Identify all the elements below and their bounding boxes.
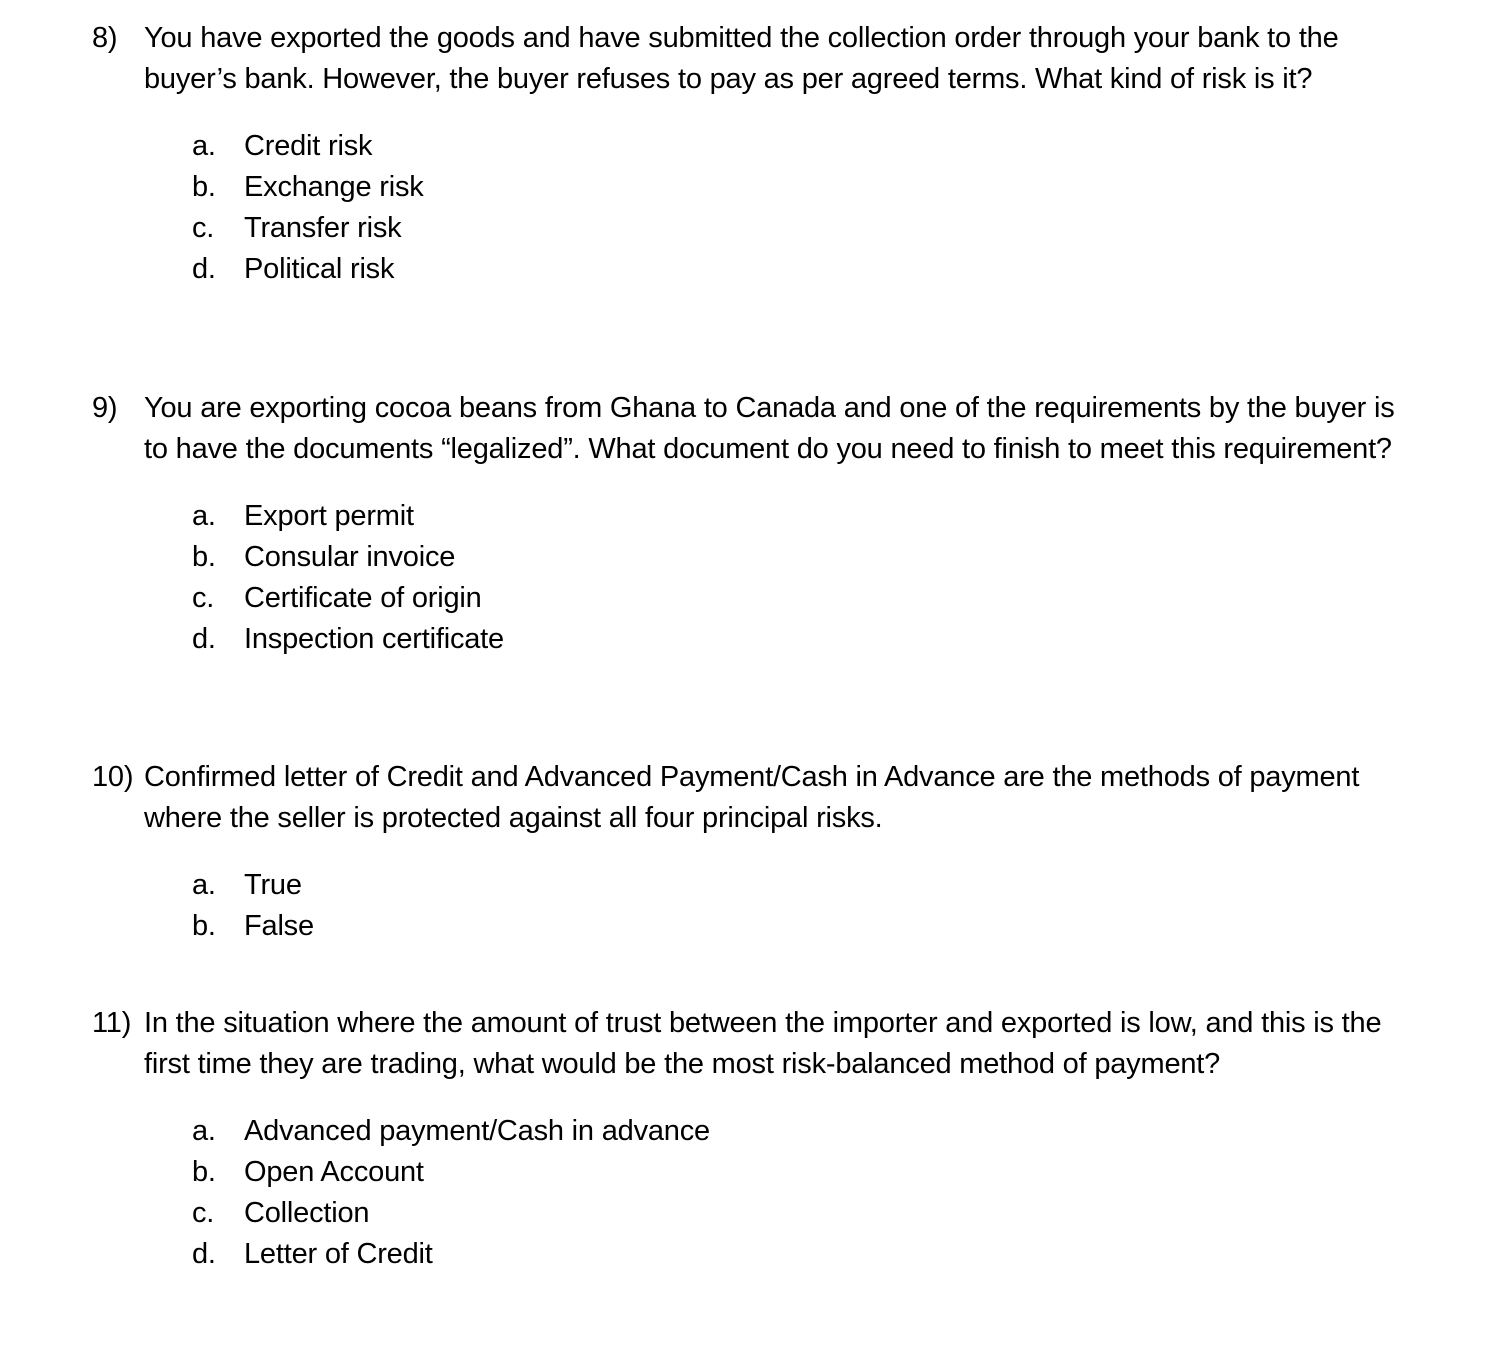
option-text: Consular invoice: [244, 541, 456, 573]
option-text: Advanced payment/Cash in advance: [244, 1115, 710, 1147]
option-letter: d.: [192, 253, 216, 285]
question-text: You have exported the goods and have submitted the collection order through your bank to the buyer’s bank. However, the buyer refuses to pay as per agreed terms. What kind of risk is it?: [144, 22, 1339, 95]
option-letter: b.: [192, 910, 216, 942]
answer-option: [192, 496, 1500, 537]
option-letter: a.: [192, 1115, 216, 1147]
question-text: In the situation where the amount of trust between the importer and exported is low, and this is the first time they are trading, what would be the most risk-balanced method of payment?: [144, 1007, 1382, 1080]
answer-options: [192, 126, 1500, 290]
question-number: 11): [92, 1007, 132, 1039]
answer-options: [192, 1111, 1500, 1275]
answer-option: [192, 906, 1500, 947]
question-number: 10): [92, 761, 134, 793]
answer-options: [192, 496, 1500, 660]
option-text: Exchange risk: [244, 171, 424, 203]
question-10: [92, 757, 1422, 947]
option-text: False: [244, 910, 314, 942]
option-letter: a.: [192, 500, 216, 532]
answer-option: [192, 537, 1500, 578]
question-number: 8): [92, 22, 118, 54]
option-letter: a.: [192, 130, 216, 162]
option-text: Political risk: [244, 253, 395, 285]
option-text: Certificate of origin: [244, 582, 482, 614]
question-number: 9): [92, 392, 118, 424]
option-text: Transfer risk: [244, 212, 402, 244]
option-text: Letter of Credit: [244, 1238, 433, 1270]
option-letter: d.: [192, 1238, 216, 1270]
answer-option: [192, 619, 1500, 660]
option-letter: a.: [192, 869, 216, 901]
option-text: True: [244, 869, 302, 901]
option-text: Open Account: [244, 1156, 424, 1188]
option-letter: c.: [192, 212, 215, 244]
option-text: Export permit: [244, 500, 414, 532]
option-letter: c.: [192, 1197, 215, 1229]
answer-option: [192, 1152, 1500, 1193]
question-9: [92, 388, 1422, 660]
answer-option: [192, 578, 1500, 619]
option-text: Inspection certificate: [244, 623, 504, 655]
answer-option: [192, 1193, 1500, 1234]
option-letter: c.: [192, 582, 215, 614]
answer-option: [192, 865, 1500, 906]
answer-option: [192, 1234, 1500, 1275]
answer-option: [192, 249, 1500, 290]
option-letter: b.: [192, 171, 216, 203]
answer-option: [192, 126, 1500, 167]
answer-option: [192, 167, 1500, 208]
question-text: Confirmed letter of Credit and Advanced Payment/Cash in Advance are the methods of payment where the seller is protected against all four principal risks.: [144, 761, 1360, 834]
option-letter: d.: [192, 623, 216, 655]
option-letter: b.: [192, 541, 216, 573]
answer-option: [192, 1111, 1500, 1152]
question-text: You are exporting cocoa beans from Ghana to Canada and one of the requirements by the buyer is to have the documents “legalized”. What document do you need to finish to meet this requirement?: [144, 392, 1395, 465]
option-text: Collection: [244, 1197, 370, 1229]
answer-options: [192, 865, 1500, 947]
question-8: [92, 18, 1422, 290]
option-letter: b.: [192, 1156, 216, 1188]
option-text: Credit risk: [244, 130, 373, 162]
answer-option: [192, 208, 1500, 249]
question-11: [92, 1003, 1422, 1275]
